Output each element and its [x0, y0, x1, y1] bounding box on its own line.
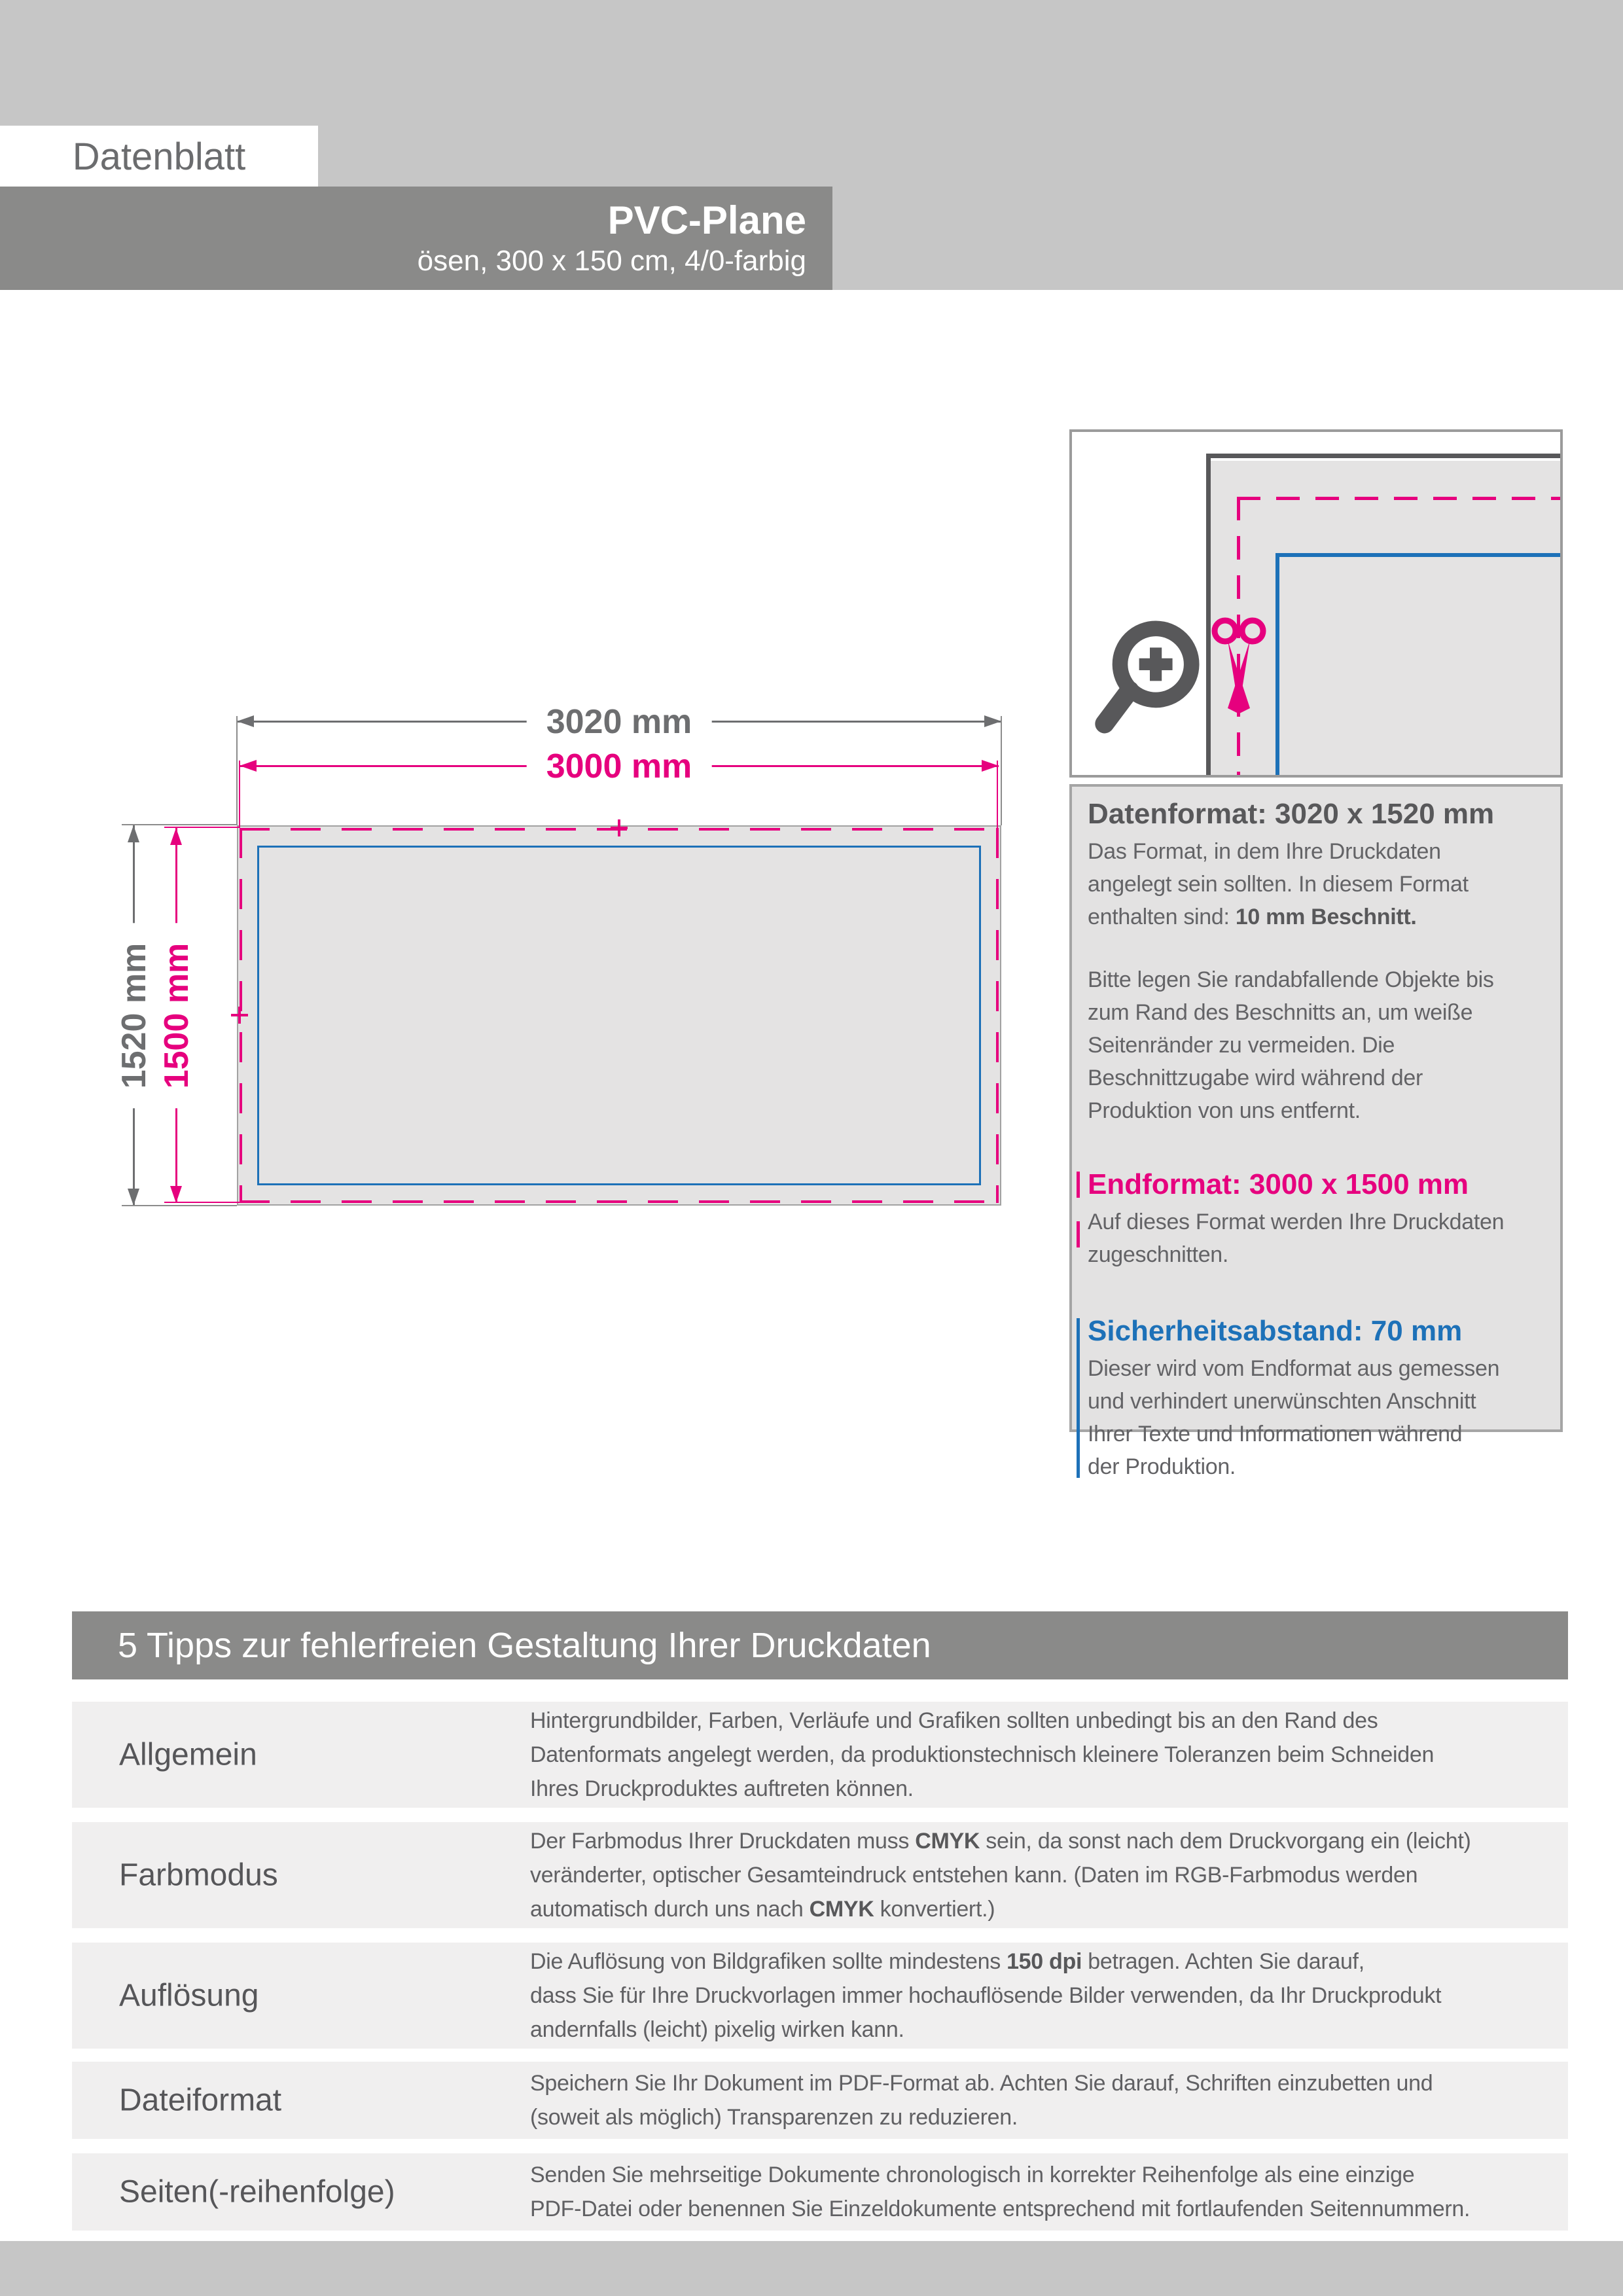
mini-dataformat-edge-horizontal — [1206, 454, 1560, 458]
tip-row-label: Seiten(-reihenfolge) — [119, 2174, 395, 2210]
section-text: Auf dieses Format werden Ihre Druckdaten zugeschnitten. — [1088, 1210, 1505, 1267]
tips-title-bar — [72, 1611, 1568, 1679]
arrow-up-icon — [128, 825, 139, 842]
tip-row-aufloesung — [72, 1943, 1568, 2049]
arrow-up-icon — [170, 828, 182, 845]
arrow-down-icon — [170, 1186, 182, 1203]
extension-line — [164, 827, 240, 828]
extension-line — [122, 824, 237, 825]
register-cross-icon — [611, 819, 628, 836]
arrow-left-icon — [240, 760, 257, 772]
tip-row-text: Hintergrundbilder, Farben, Verläufe und Grafiken sollten unbedingt bis an den Rand des Datenformats angelegt werden, da produktionstechnisch kleinere Toleranzen beim Schneiden Ihres Druckproduktes auftreten können. — [530, 1708, 1435, 1801]
tip-row-label: Allgemein — [119, 1737, 257, 1772]
product-band — [0, 187, 832, 290]
arrow-right-icon — [984, 715, 1001, 727]
section-text: Bitte legen Sie randabfallende Objekte bis zum Rand des Beschnitts an, um weiße Seitenränder zu vermeiden. Die Beschnittzugabe wird während der Produktion von uns entfernt. — [1088, 967, 1494, 1123]
tip-row-label: Dateiformat — [119, 2083, 282, 2118]
extension-line — [239, 761, 240, 828]
cutline-marker-icon — [1077, 1172, 1080, 1266]
mini-safety-vertical — [1275, 553, 1279, 775]
endformat-cutline-bottom — [240, 1200, 999, 1203]
extension-line — [997, 761, 998, 828]
tip-row-allgemein — [72, 1702, 1568, 1808]
sheet-title: Datenblatt — [72, 135, 246, 178]
corner-zoom-box — [1069, 429, 1563, 778]
safety-margin-rect — [257, 846, 981, 1185]
dimension-label: 1500 mm — [157, 923, 196, 1108]
footer-background — [0, 2241, 1623, 2296]
tip-row-text: Senden Sie mehrseitige Dokumente chronologisch in korrekter Reihenfolge als eine einzige PDF-Datei oder benennen Sie Einzeldokumente entsprechend mit fortlaufenden Seitennummern. — [530, 2162, 1471, 2221]
product-spec: ösen, 300 x 150 cm, 4/0-farbig — [417, 245, 806, 277]
tip-row-dateiformat — [72, 2062, 1568, 2139]
section-text: Das Format, in dem Ihre Druckdaten angelegt sein sollten. In diesem Format enthalten sind: 10 mm Beschnitt. — [1088, 839, 1469, 929]
tip-row-farbmodus — [72, 1822, 1568, 1928]
magnifier-plus-icon — [1090, 614, 1209, 740]
extension-line — [1001, 716, 1002, 825]
section-datenformat — [1088, 796, 1543, 1127]
section-endformat — [1088, 1166, 1543, 1271]
dimension-label: 3020 mm — [527, 702, 712, 742]
tip-row-label: Auflösung — [119, 1978, 259, 2013]
tip-row-text: Die Auflösung von Bildgrafiken sollte mindestens 150 dpi betragen. Achten Sie darauf, dass Sie für Ihre Druckvorlagen immer hochauflösende Bilder verwenden, da Ihr Druckprodukt andernfalls (leicht) pixelig wirken kann. — [530, 1949, 1442, 2042]
endformat-cutline-right — [996, 828, 999, 1203]
section-heading: Datenformat: 3020 x 1520 mm — [1088, 798, 1495, 830]
extension-line — [164, 1202, 240, 1203]
dimension-label: 1520 mm — [115, 923, 154, 1108]
extension-line — [236, 716, 238, 825]
tips-title: 5 Tipps zur fehlerfreien Gestaltung Ihrer Druckdaten — [118, 1626, 931, 1665]
arrow-left-icon — [237, 715, 254, 727]
mini-safety-horizontal — [1275, 553, 1560, 557]
section-heading: Sicherheitsabstand: 70 mm — [1088, 1315, 1463, 1347]
tip-row-text: Speichern Sie Ihr Dokument im PDF-Format ab. Achten Sie darauf, Schriften einzubetten und (soweit als möglich) Transparenzen zu reduzieren. — [530, 2071, 1433, 2130]
section-text: Dieser wird vom Endformat aus gemessen und verhindert unerwünschten Anschnitt Ihrer Texte und Informationen während der Produktion. — [1088, 1356, 1500, 1479]
product-name: PVC-Plane — [607, 198, 806, 242]
section-heading: Endformat: 3000 x 1500 mm — [1088, 1168, 1469, 1200]
tip-row-label: Farbmodus — [119, 1857, 278, 1893]
safety-marker-icon — [1077, 1318, 1080, 1478]
dimension-label: 3000 mm — [527, 747, 712, 786]
mini-cutline-horizontal — [1237, 497, 1560, 500]
arrow-down-icon — [128, 1189, 139, 1206]
extension-line — [122, 1205, 237, 1206]
sheet-title-box — [0, 126, 318, 187]
tip-row-text: Der Farbmodus Ihrer Druckdaten muss CMYK sein, da sonst nach dem Druckvorgang ein (leicht) veränderter, optischer Gesamteindruck entstehen kann. (Daten im RGB-Farbmodus werden automatisch durch uns nach CMYK konvertiert.) — [530, 1829, 1471, 1922]
format-info-panel — [1069, 784, 1563, 1479]
scissors-icon — [1211, 610, 1267, 732]
section-sicherheitsabstand — [1088, 1313, 1543, 1483]
register-cross-icon — [231, 1007, 248, 1024]
tip-row-seitenreihenfolge — [72, 2153, 1568, 2231]
